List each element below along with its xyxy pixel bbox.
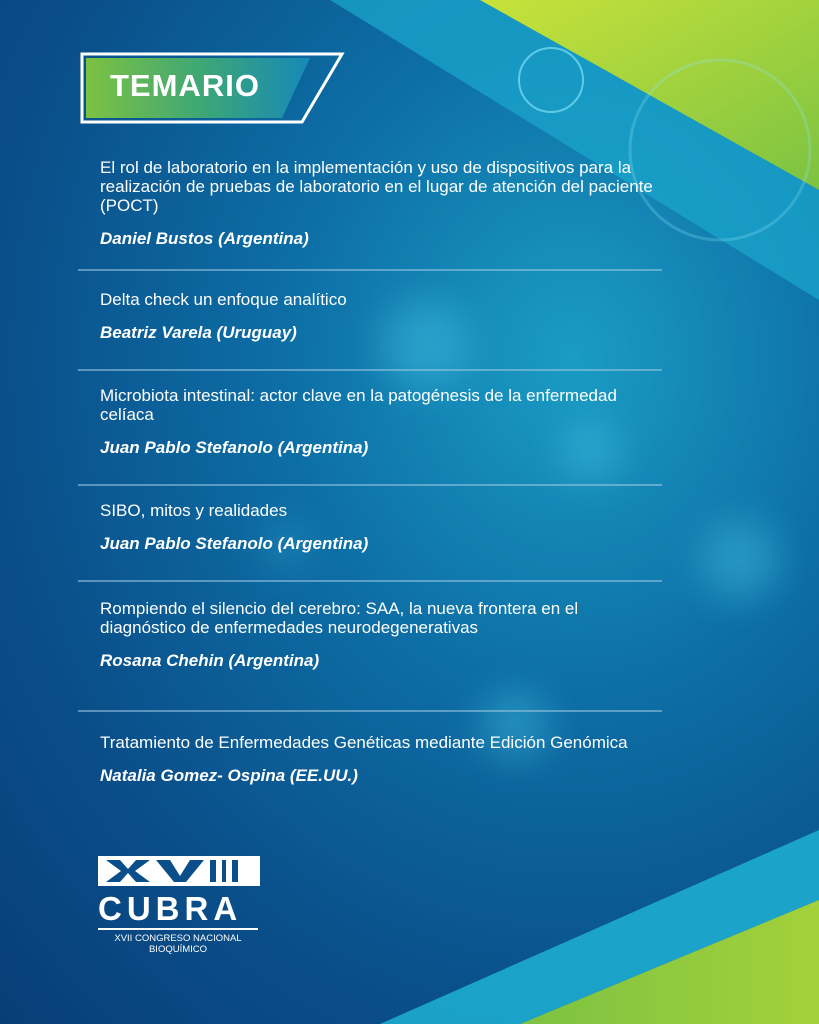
- list-item: [100, 733, 628, 786]
- divider: [78, 484, 662, 486]
- page-title: TEMARIO: [110, 68, 260, 103]
- topic-title: Tratamiento de Enfermedades Genéticas mediante Edición Genómica: [100, 733, 628, 752]
- list-item: [100, 386, 662, 458]
- topic-title: Delta check un enfoque analítico: [100, 290, 347, 309]
- list-item: [100, 501, 368, 554]
- divider: [78, 710, 662, 712]
- speaker-name: Rosana Chehin (Argentina): [100, 651, 320, 670]
- logo-wordmark: CUBRA: [98, 890, 243, 927]
- speaker-name: Juan Pablo Stefanolo (Argentina): [100, 534, 369, 553]
- logo-subtitle-1: XVII CONGRESO NACIONAL: [114, 933, 242, 944]
- speaker-name: Beatriz Varela (Uruguay): [100, 323, 297, 342]
- divider: [78, 369, 662, 371]
- topic-title: Rompiendo el silencio del cerebro: SAA, la nueva frontera en el diagnóstico de enfermedades neurodegenerativas: [100, 599, 579, 637]
- speaker-name: Daniel Bustos (Argentina): [100, 229, 309, 248]
- divider: [78, 580, 662, 582]
- topic-title: SIBO, mitos y realidades: [100, 501, 288, 520]
- list-item: [100, 290, 347, 343]
- speaker-name: Natalia Gomez- Ospina (EE.UU.): [100, 766, 358, 785]
- topic-title: El rol de laboratorio en la implementación y uso de dispositivos para la realización de pruebas de laboratorio en el lugar de atención del paciente (POCT): [100, 158, 653, 215]
- list-item: [100, 158, 662, 249]
- topic-title: Microbiota intestinal: actor clave en la patogénesis de la enfermedad celíaca: [100, 386, 617, 424]
- cubra-logo: [98, 856, 262, 955]
- logo-underline: [98, 928, 258, 930]
- roman-numeral-logo: [98, 856, 260, 886]
- divider: [78, 269, 662, 271]
- logo-subtitle-2: BIOQUÍMICO: [148, 944, 208, 955]
- speaker-name: Juan Pablo Stefanolo (Argentina): [100, 438, 369, 457]
- section-header: [80, 52, 345, 124]
- list-item: [100, 599, 662, 671]
